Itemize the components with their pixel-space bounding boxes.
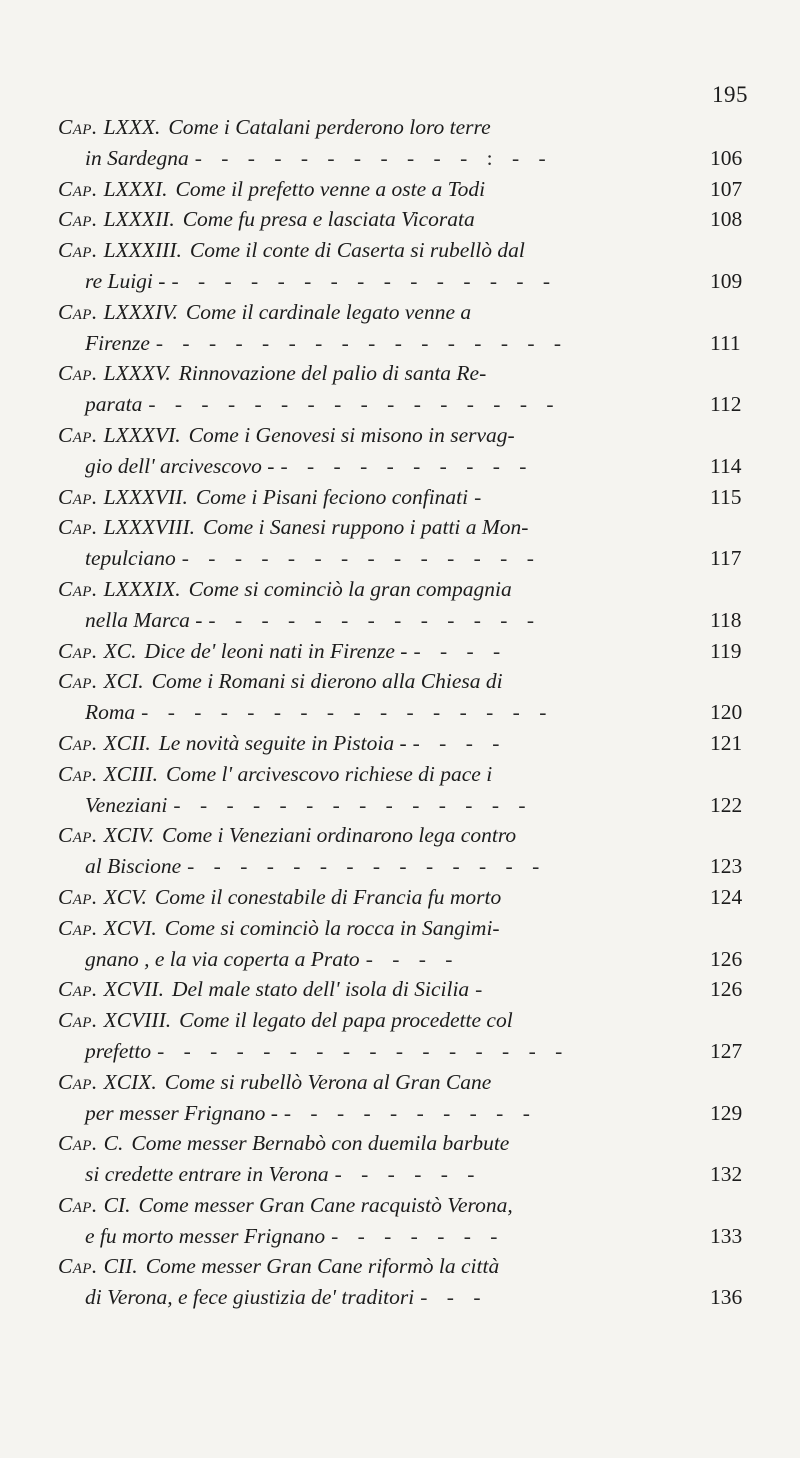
- dot-leader: - - - - - - - - - - - : - -: [194, 145, 553, 170]
- toc-entry: [58, 1005, 758, 1067]
- toc-entry-continuation: [58, 1221, 758, 1252]
- dot-leader: - - - -: [365, 946, 460, 971]
- toc-entry-line: [58, 482, 758, 513]
- toc-entry: [58, 1251, 758, 1313]
- toc-entry: [58, 297, 758, 359]
- toc-entry: [58, 974, 758, 1005]
- toc-entry-line: [58, 636, 758, 667]
- chapter-number: XCV.: [103, 884, 147, 909]
- chapter-title: Come il conestabile di Francia fu morto: [154, 884, 502, 909]
- toc-entry-line: [58, 882, 758, 913]
- toc-entry-continuation: [58, 266, 758, 297]
- chapter-title: gio dell' arcivescovo -: [85, 453, 275, 478]
- page-reference: 133: [710, 1223, 743, 1248]
- page-reference: 114: [710, 453, 742, 478]
- chapter-label: Cap.: [58, 238, 98, 263]
- page-reference: 115: [710, 484, 742, 509]
- chapter-label: Cap.: [58, 361, 98, 386]
- page-reference: 127: [710, 1038, 743, 1063]
- chapter-title: Come il cardinale legato venne a: [185, 299, 472, 324]
- chapter-label: Cap.: [58, 977, 98, 1002]
- chapter-number: XC.: [103, 638, 137, 663]
- chapter-number: XCIX.: [103, 1069, 157, 1094]
- chapter-number: XCIV.: [103, 823, 155, 848]
- chapter-label: Cap.: [58, 115, 98, 139]
- toc-entry: [58, 358, 758, 420]
- page-reference: 136: [710, 1285, 743, 1310]
- dot-leader: - - - - - - - - - - - - - -: [187, 854, 547, 879]
- chapter-title: Come messer Bernabò con duemila barbute: [131, 1131, 510, 1156]
- toc-entry-line: [58, 728, 758, 759]
- toc-entry-continuation: [58, 605, 758, 636]
- dot-leader: - - - - - - - - - - - - -: [208, 607, 541, 632]
- chapter-number: LXXXIII.: [103, 238, 182, 263]
- page-reference: 120: [710, 700, 743, 725]
- chapter-title: e fu morto messer Frignano: [85, 1223, 326, 1248]
- page-reference: 121: [710, 730, 743, 755]
- toc-entry-line: [58, 666, 758, 697]
- chapter-label: Cap.: [58, 299, 98, 324]
- toc-entry-continuation: [58, 389, 758, 420]
- dot-leader: - - - - - - - - - - - - - - - -: [155, 330, 569, 355]
- chapter-number: XCVIII.: [103, 1008, 172, 1033]
- toc-entry-line: [58, 235, 758, 266]
- dot-leader: - - - - - - - - - - - - - - - -: [141, 700, 554, 725]
- chapter-number: XCII.: [103, 730, 151, 755]
- chapter-label: Cap.: [58, 915, 98, 940]
- table-of-contents: [58, 112, 758, 1313]
- chapter-number: LXXX.: [103, 115, 161, 139]
- page-reference: 111: [710, 330, 741, 355]
- toc-entry: [58, 112, 758, 174]
- chapter-title: Come i Sanesi ruppono i patti a Mon-: [202, 515, 529, 540]
- page-reference: 117: [710, 546, 742, 571]
- page-reference: 126: [710, 977, 743, 1002]
- toc-entry-line: [58, 974, 758, 1005]
- chapter-number: CII.: [103, 1254, 138, 1279]
- toc-entry-line: [58, 820, 758, 851]
- page-reference: 122: [710, 792, 743, 817]
- chapter-title: Firenze: [85, 330, 150, 355]
- chapter-label: Cap.: [58, 576, 98, 601]
- toc-entry: [58, 728, 758, 759]
- chapter-label: Cap.: [58, 638, 98, 663]
- toc-entry-continuation: [58, 697, 758, 728]
- chapter-title: nella Marca -: [85, 607, 203, 632]
- toc-entry-line: [58, 420, 758, 451]
- chapter-label: Cap.: [58, 1008, 98, 1033]
- toc-entry-continuation: [58, 790, 758, 821]
- toc-entry-line: [58, 1190, 758, 1221]
- dot-leader: - - - - - - - - - -: [283, 1100, 537, 1125]
- toc-entry: [58, 913, 758, 975]
- chapter-label: Cap.: [58, 884, 98, 909]
- chapter-title: Come il conte di Caserta si rubellò dal: [189, 238, 525, 263]
- dot-leader: - - - - - - - - - - - - - - - -: [157, 1038, 570, 1063]
- chapter-number: CI.: [103, 1192, 131, 1217]
- page-reference: 123: [710, 854, 743, 879]
- toc-entry-line: [58, 574, 758, 605]
- chapter-title: Come messer Gran Cane riformò la città: [145, 1254, 500, 1279]
- chapter-title: Come i Veneziani ordinarono lega contro: [162, 823, 517, 848]
- dot-leader: - - -: [420, 1285, 488, 1310]
- toc-entry-line: [58, 913, 758, 944]
- dot-leader: - - - - - - - - - - - - - - -: [171, 268, 558, 293]
- chapter-label: Cap.: [58, 484, 98, 509]
- chapter-title: Come i Pisani feciono confinati: [195, 484, 469, 509]
- toc-entry-continuation: [58, 328, 758, 359]
- page-reference: 124: [710, 884, 743, 909]
- dot-leader: -: [474, 484, 489, 509]
- chapter-number: XCVI.: [103, 915, 157, 940]
- toc-entry-continuation: [58, 451, 758, 482]
- chapter-number: LXXXII.: [103, 207, 175, 232]
- chapter-label: Cap.: [58, 1131, 98, 1156]
- chapter-title: parata: [85, 392, 143, 417]
- toc-entry-continuation: [58, 851, 758, 882]
- toc-entry: [58, 574, 758, 636]
- chapter-label: Cap.: [58, 823, 98, 848]
- chapter-label: Cap.: [58, 515, 98, 540]
- chapter-title: Del male stato dell' isola di Sicilia: [171, 977, 470, 1002]
- toc-entry: [58, 1067, 758, 1129]
- toc-entry: [58, 1190, 758, 1252]
- dot-leader: - - - -: [412, 730, 507, 755]
- toc-entry-continuation: [58, 1036, 758, 1067]
- chapter-title: Veneziani: [85, 792, 168, 817]
- toc-entry-line: [58, 174, 758, 205]
- chapter-number: LXXXV.: [103, 361, 171, 386]
- chapter-number: XCVII.: [103, 977, 164, 1002]
- toc-entry-line: [58, 297, 758, 328]
- chapter-title: al Biscione: [85, 854, 182, 879]
- chapter-label: Cap.: [58, 207, 98, 232]
- page-reference: 108: [710, 207, 743, 232]
- dot-leader: - - - - - - - - - - - - - -: [181, 546, 541, 571]
- chapter-title: re Luigi -: [85, 268, 166, 293]
- toc-entry: [58, 759, 758, 821]
- chapter-title: in Sardegna: [85, 145, 189, 170]
- toc-entry-line: [58, 1005, 758, 1036]
- toc-entry: [58, 174, 758, 205]
- toc-entry-continuation: [58, 543, 758, 574]
- toc-entry: [58, 482, 758, 513]
- toc-entry-line: [58, 1128, 758, 1159]
- chapter-title: Dice de' leoni nati in Firenze -: [144, 638, 408, 663]
- chapter-title: Le novità seguite in Pistoia -: [158, 730, 407, 755]
- chapter-label: Cap.: [58, 1192, 98, 1217]
- chapter-title: gnano , e la via coperta a Prato: [85, 946, 360, 971]
- page-reference: 119: [710, 638, 742, 663]
- chapter-title: si credette entrare in Verona: [85, 1162, 329, 1187]
- toc-entry: [58, 512, 758, 574]
- toc-entry-continuation: [58, 1282, 758, 1313]
- chapter-title: Come i Romani si dierono alla Chiesa di: [151, 669, 503, 694]
- page-number: 195: [712, 82, 748, 107]
- chapter-title: Roma: [85, 700, 136, 725]
- toc-entry-line: [58, 1067, 758, 1098]
- toc-entry: [58, 882, 758, 913]
- dot-leader: - - - - - - -: [331, 1223, 505, 1248]
- toc-entry-line: [58, 759, 758, 790]
- toc-entry: [58, 820, 758, 882]
- dot-leader: - - - - - - - - - - - - - - - -: [148, 392, 561, 417]
- chapter-title: prefetto: [85, 1038, 152, 1063]
- chapter-title: Rinnovazione del palio di santa Re-: [178, 361, 487, 386]
- chapter-number: LXXXIV.: [103, 299, 178, 324]
- page-reference: 129: [710, 1100, 743, 1125]
- toc-entry-line: [58, 1251, 758, 1282]
- toc-entry-continuation: [58, 944, 758, 975]
- dot-leader: - - - -: [413, 638, 508, 663]
- toc-entry-line: [58, 512, 758, 543]
- page-reference: 107: [710, 176, 743, 201]
- chapter-number: C.: [103, 1131, 124, 1156]
- dot-leader: - - - - - - - - - - - - - -: [173, 792, 533, 817]
- chapter-number: XCIII.: [103, 761, 158, 786]
- toc-entry-line: [58, 112, 758, 143]
- dot-leader: - - - - - -: [334, 1162, 482, 1187]
- chapter-number: XCI.: [103, 669, 144, 694]
- chapter-title: Come messer Gran Cane racquistò Verona,: [138, 1192, 513, 1217]
- page-reference: 132: [710, 1162, 743, 1187]
- toc-entry: [58, 666, 758, 728]
- chapter-label: Cap.: [58, 422, 98, 447]
- toc-entry-continuation: [58, 1159, 758, 1190]
- chapter-label: Cap.: [58, 730, 98, 755]
- toc-entry: [58, 1128, 758, 1190]
- toc-entry-continuation: [58, 1098, 758, 1129]
- dot-leader: - - - - - - - - - -: [280, 453, 534, 478]
- toc-entry: [58, 420, 758, 482]
- page-reference: 109: [710, 268, 743, 293]
- chapter-title: tepulciano: [85, 546, 176, 571]
- toc-entry-line: [58, 204, 758, 235]
- chapter-title: Come l' arcivescovo richiese di pace i: [165, 761, 493, 786]
- toc-entry: [58, 204, 758, 235]
- chapter-label: Cap.: [58, 1069, 98, 1094]
- page-reference: 126: [710, 946, 743, 971]
- chapter-title: Come si rubellò Verona al Gran Cane: [164, 1069, 492, 1094]
- toc-entry-continuation: [58, 143, 758, 174]
- chapter-label: Cap.: [58, 176, 98, 201]
- chapter-title: di Verona, e fece giustizia de' traditori: [85, 1285, 415, 1310]
- page-reference: 106: [710, 145, 743, 170]
- toc-entry: [58, 636, 758, 667]
- chapter-number: LXXXI.: [103, 176, 168, 201]
- dot-leader: -: [475, 977, 490, 1002]
- toc-entry: [58, 235, 758, 297]
- chapter-number: LXXXVII.: [103, 484, 188, 509]
- chapter-label: Cap.: [58, 1254, 98, 1279]
- toc-entry-line: [58, 358, 758, 389]
- page-reference: 112: [710, 392, 742, 417]
- chapter-number: LXXXIX.: [103, 576, 181, 601]
- chapter-title: Come il legato del papa procedette col: [179, 1008, 513, 1033]
- chapter-title: Come i Catalani perderono loro terre: [168, 115, 491, 139]
- page-reference: 118: [710, 607, 742, 632]
- chapter-number: LXXXVIII.: [103, 515, 195, 540]
- chapter-title: Come si cominciò la gran compagnia: [188, 576, 512, 601]
- chapter-label: Cap.: [58, 669, 98, 694]
- chapter-title: Come il prefetto venne a oste a Todi: [175, 176, 486, 201]
- chapter-label: Cap.: [58, 761, 98, 786]
- chapter-title: per messer Frignano -: [85, 1100, 278, 1125]
- chapter-title: Come si cominciò la rocca in Sangimi-: [164, 915, 500, 940]
- chapter-title: Come i Genovesi si misono in servag-: [188, 422, 515, 447]
- chapter-title: Come fu presa e lasciata Vicorata: [182, 207, 475, 232]
- chapter-number: LXXXVI.: [103, 422, 181, 447]
